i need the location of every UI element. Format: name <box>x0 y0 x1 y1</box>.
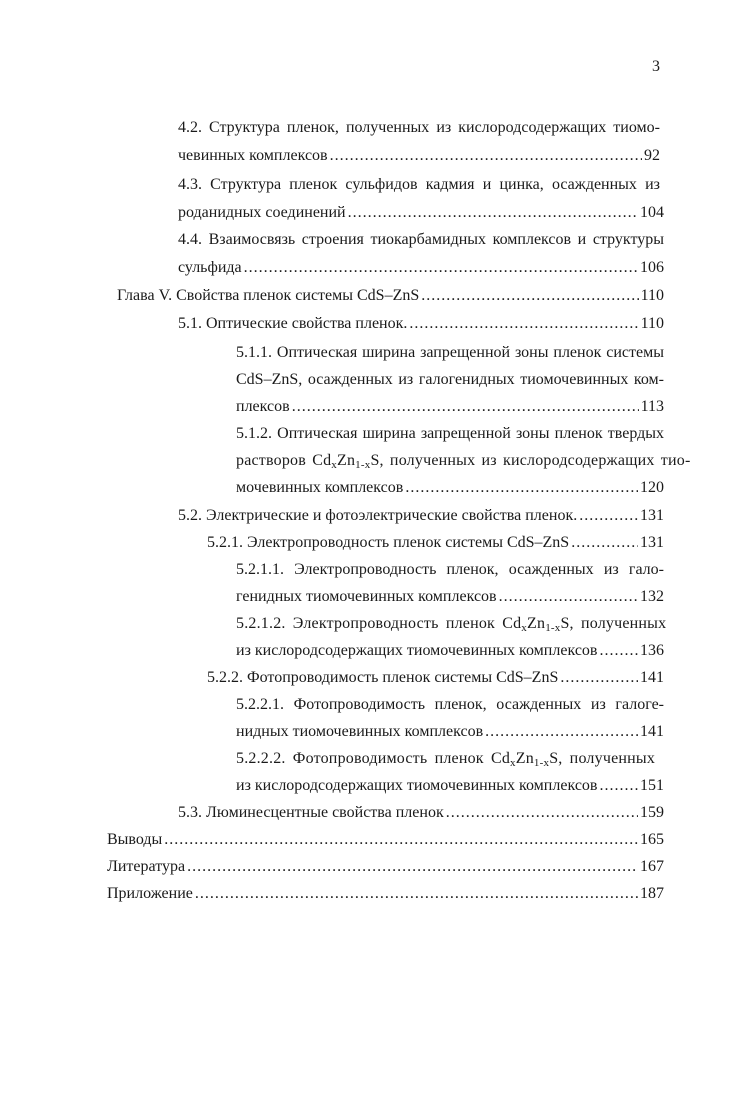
toc-entry-5-1-2[interactable] <box>236 478 664 498</box>
toc-5-2-2-title: 5.2.2. Фотопроводимость пленок системы CdS–ZnS <box>207 669 559 686</box>
toc-5-2-page: 131 <box>640 507 664 524</box>
toc-appendix-title: Приложение <box>107 885 193 902</box>
dot-leader <box>446 803 638 823</box>
toc-entry-5-3[interactable] <box>178 803 664 823</box>
toc-conclusions-page: 165 <box>640 831 664 848</box>
dot-leader <box>330 146 642 166</box>
toc-5-2-1-page: 131 <box>640 534 664 551</box>
toc-5-3-title: 5.3. Люминесцентные свойства пленок <box>178 804 444 821</box>
dot-leader <box>485 722 638 742</box>
toc-5-2-title: 5.2. Электрические и фотоэлектрические свойства пленок. <box>178 507 578 524</box>
toc-5-1-2-line2: растворов $Cd_xZn_{1-x}S$, полученных из кислородсодержащих тио- <box>236 452 691 471</box>
toc-4-4-line1: 4.4. Взаимосвязь строения тиокарбамидных комплексов и структуры <box>178 231 664 248</box>
toc-5-2-1-2-page: 136 <box>640 642 664 659</box>
toc-entry-5-2-2-1[interactable] <box>236 722 664 742</box>
toc-5-1-1-line1: 5.1.1. Оптическая ширина запрещенной зоны пленок системы <box>236 344 664 361</box>
toc-5-2-1-2-line1: 5.2.1.2. Электропроводность пленок $Cd_xZn_{1-x}S$, полученных <box>236 615 667 634</box>
dot-leader <box>579 506 638 526</box>
toc-5-2-1-1-page: 132 <box>640 588 664 605</box>
toc-5-2-1-1-title: генидных тиомочевинных комплексов <box>236 588 497 605</box>
toc-5-2-1-1-line1: 5.2.1.1. Электропроводность пленок, осажденных из гало- <box>236 561 664 578</box>
toc-4-3-title: роданидных соединений <box>178 204 346 221</box>
toc-entry-literature[interactable] <box>107 857 664 877</box>
toc-5-3-page: 159 <box>640 804 664 821</box>
toc-5-2-1-title: 5.2.1. Электропроводность пленок системы CdS–ZnS <box>207 534 570 551</box>
toc-entry-5-2-2[interactable] <box>207 668 664 688</box>
toc-5-2-2-2-page: 151 <box>640 777 664 794</box>
toc-conclusions-title: Выводы <box>107 831 163 848</box>
toc-4-3-line1: 4.3. Структура пленок сульфидов кадмия и цинка, осажденных из <box>178 176 660 193</box>
dot-leader <box>164 830 638 850</box>
toc-4-4-title: сульфида <box>178 259 242 276</box>
dot-leader <box>292 397 639 417</box>
toc-entry-conclusions[interactable] <box>107 830 664 850</box>
toc-5-1-2-page: 120 <box>640 479 664 496</box>
toc-literature-page: 167 <box>640 858 664 875</box>
toc-entry-5-1-1[interactable] <box>236 397 664 417</box>
dot-leader <box>599 641 638 661</box>
toc-entry-4-3[interactable] <box>178 203 664 223</box>
toc-literature-title: Литература <box>107 858 186 875</box>
toc-entry-5-2-2-2[interactable] <box>236 776 664 796</box>
page-number: 3 <box>652 58 660 75</box>
toc-5-2-1-2-title: из кислородсодержащих тиомочевинных комплексов <box>236 642 598 659</box>
toc-entry-5-1[interactable] <box>178 314 664 334</box>
dot-leader <box>348 203 638 223</box>
toc-4-3-page: 104 <box>640 204 664 221</box>
toc-entry-5-2-1[interactable] <box>207 533 664 553</box>
toc-4-4-page: 106 <box>640 259 664 276</box>
toc-entry-4-2[interactable] <box>178 146 660 166</box>
toc-5-2-2-page: 141 <box>640 669 664 686</box>
toc-5-2-2-1-title: нидных тиомочевинных комплексов <box>236 723 484 740</box>
toc-entry-5-2[interactable] <box>178 506 664 526</box>
toc-4-2-line1: 4.2. Структура пленок, полученных из кислородсодержащих тиомо- <box>178 119 660 136</box>
dot-leader <box>409 314 638 334</box>
toc-5-1-1-title: плексов <box>236 398 290 415</box>
toc-5-1-1-line2: CdS–ZnS, осажденных из галогенидных тиомочевинных ком- <box>236 371 664 388</box>
toc-5-1-page: 110 <box>640 315 664 332</box>
toc-entry-chapter-5[interactable] <box>117 286 664 306</box>
toc-entry-5-2-1-2[interactable] <box>236 641 664 661</box>
dot-leader <box>560 668 638 688</box>
toc-5-1-2-title: мочевинных комплексов <box>236 479 404 496</box>
toc-appendix-page: 187 <box>640 885 664 902</box>
toc-chapter-5-title: Глава V. Свойства пленок системы CdS–ZnS <box>117 287 420 304</box>
toc-5-1-1-page: 113 <box>640 398 664 415</box>
toc-5-2-2-1-page: 141 <box>640 723 664 740</box>
dot-leader <box>599 776 638 796</box>
dot-leader <box>187 857 638 877</box>
toc-chapter-5-page: 110 <box>640 287 664 304</box>
dot-leader <box>421 286 638 306</box>
toc-5-1-2-line1: 5.1.2. Оптическая ширина запрещенной зоны пленок твердых <box>236 425 664 442</box>
dot-leader <box>405 478 638 498</box>
toc-5-1-title: 5.1. Оптические свойства пленок. <box>178 315 408 332</box>
dot-leader <box>195 884 638 904</box>
dot-leader <box>244 258 638 278</box>
toc-5-2-2-2-line1: 5.2.2.2. Фотопроводимость пленок $Cd_xZn_{1-x}S$, полученных <box>236 750 656 769</box>
toc-4-2-page: 92 <box>644 147 660 164</box>
toc-5-2-2-1-line1: 5.2.2.1. Фотопроводимость пленок, осажденных из галоге- <box>236 696 664 713</box>
toc-5-2-2-2-title: из кислородсодержащих тиомочевинных комплексов <box>236 777 598 794</box>
toc-entry-4-4[interactable] <box>178 258 664 278</box>
toc-4-2-title: чевинных комплексов <box>178 147 328 164</box>
toc-entry-5-2-1-1[interactable] <box>236 587 664 607</box>
dot-leader <box>571 533 638 553</box>
dot-leader <box>499 587 638 607</box>
toc-entry-appendix[interactable] <box>107 884 664 904</box>
